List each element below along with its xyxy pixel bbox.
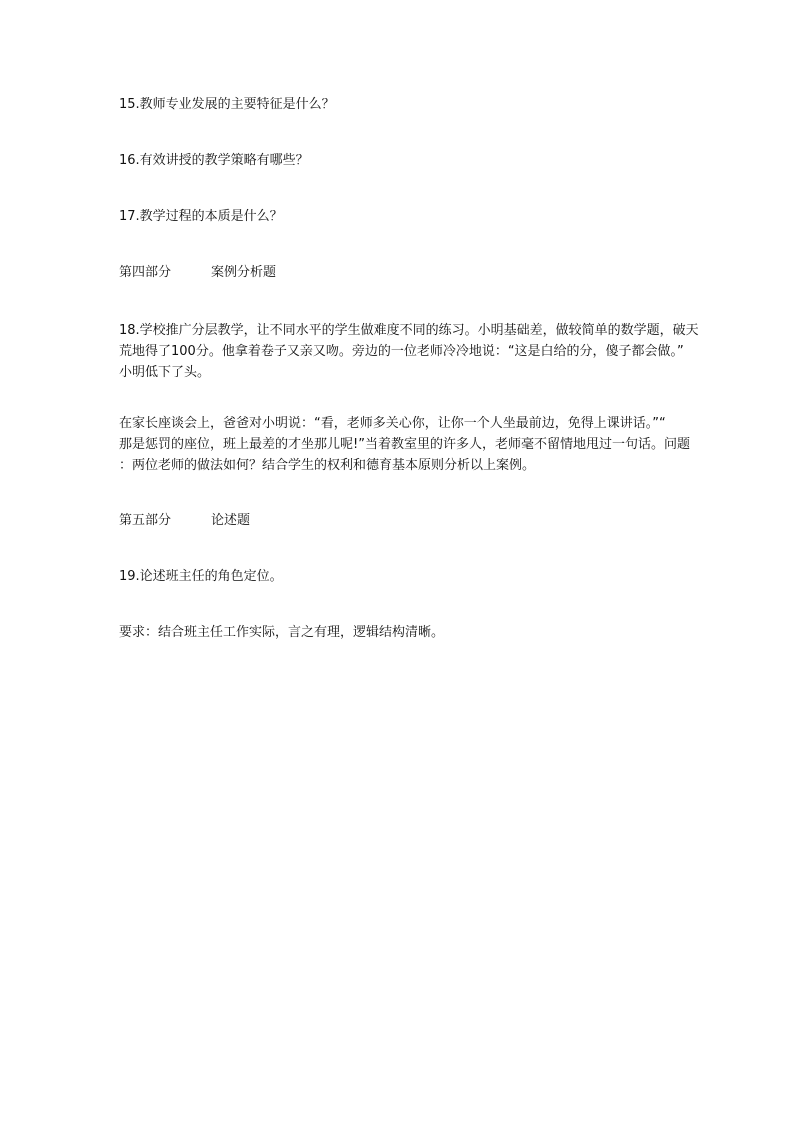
part-five-heading bbox=[119, 511, 250, 531]
question-18-line: 荒地得了100分。他拿着卷子又亲又吻。旁边的一位老师冷冷地说：“这是白给的分，傻子都会做。” bbox=[119, 344, 684, 359]
part-five-name: 论述题 bbox=[211, 513, 251, 528]
part-five-label: 第五部分 bbox=[119, 513, 172, 528]
question-15: 15.教师专业发展的主要特征是什么？ bbox=[119, 97, 335, 112]
case-line: 在家长座谈会上，爸爸对小明说：“看，老师多关心你，让你一个人坐最前边，免得上课讲话。”“ bbox=[119, 416, 666, 431]
requirement-text: 要求：结合班主任工作实际，言之有理，逻辑结构清晰。 bbox=[119, 625, 445, 640]
question-19: 19.论述班主任的角色定位。 bbox=[119, 569, 283, 584]
case-line: ：两位老师的做法如何？结合学生的权利和德育基本原则分析以上案例。 bbox=[119, 458, 536, 473]
question-17: 17.教学过程的本质是什么？ bbox=[119, 209, 283, 224]
question-16: 16.有效讲授的教学策略有哪些？ bbox=[119, 153, 309, 168]
part-four-label: 第四部分 bbox=[119, 265, 172, 280]
question-18-line: 18.学校推广分层教学，让不同水平的学生做难度不同的练习。小明基础差，做较简单的数学题，破天 bbox=[119, 323, 699, 338]
part-four-heading bbox=[119, 263, 276, 283]
case-line: 那是惩罚的座位，班上最差的才坐那儿呢!”当着教室里的许多人，老师毫不留情地甩过一句话。问题 bbox=[119, 437, 690, 452]
question-18-case-paragraph bbox=[119, 413, 690, 476]
question-18-line: 小明低下了头。 bbox=[119, 365, 211, 380]
part-four-name: 案例分析题 bbox=[211, 265, 277, 280]
question-18-paragraph bbox=[119, 320, 699, 383]
